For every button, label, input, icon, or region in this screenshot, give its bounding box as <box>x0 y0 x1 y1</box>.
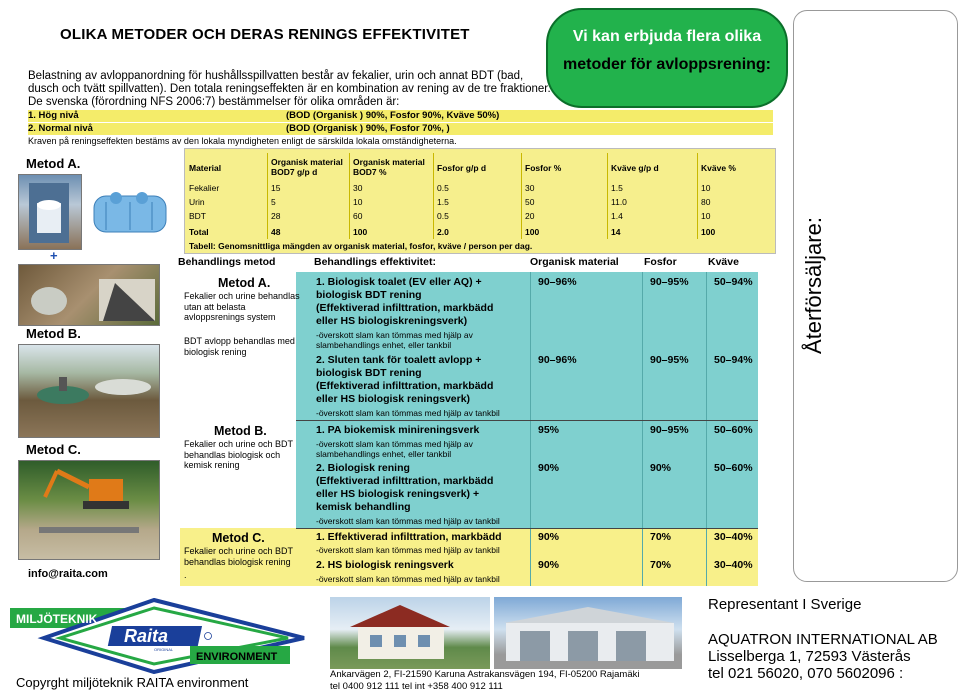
table-caption: Tabell: Genomsnittliga mängden av organisk material, fosfor, kväve / person per dag. <box>189 241 533 251</box>
method-c-dot: . <box>184 570 187 580</box>
offer-line-1: Vi kan erbjuda flera olika <box>572 28 762 45</box>
intro-line: Belastning av avloppanordning för hushållsspillvatten består av fekalier, urin och annat BDT (bad, <box>28 70 524 82</box>
toilet-photo <box>18 174 82 250</box>
table-header: Fosfor % <box>525 163 562 173</box>
table-header: Organisk material BOD7 g/p d <box>271 157 343 177</box>
fosfor-pct: 70% <box>650 559 672 571</box>
table-cell: 100 <box>701 227 716 237</box>
effect-line: kemisk behandling <box>316 501 411 513</box>
logo-top-text: MILJÖTEKNIK <box>16 612 98 626</box>
effect-line: eller HS biologisk reningsverk) <box>316 393 471 405</box>
excavator-graphic <box>19 461 159 559</box>
table-cell: 20 <box>525 211 535 221</box>
per-person-table <box>184 148 776 254</box>
table-cell: 50 <box>525 197 535 207</box>
offer-line-2: metoder för avloppsrening: <box>562 56 772 73</box>
fosfor-pct: 90–95% <box>650 276 689 288</box>
kvave-pct: 30–40% <box>714 531 753 543</box>
fosfor-pct: 90–95% <box>650 424 689 436</box>
effect-note: -överskott slam kan tömmas med hjälp av tankbil <box>316 408 500 418</box>
effect-line: 1. PA biokemisk minireningsverk <box>316 424 480 436</box>
building-photo-rajamaki <box>494 597 682 669</box>
table-cell: 28 <box>271 211 281 221</box>
reseller-panel <box>793 10 958 582</box>
table-cell: 80 <box>701 197 711 207</box>
effect-line: biologisk BDT rening <box>316 289 422 301</box>
organic-pct: 90–96% <box>538 276 577 288</box>
method-a-desc: Fekalier och urine behandlas utan att belasta avloppsrenings system <box>184 291 300 322</box>
building-photo-karuna <box>330 597 490 669</box>
effect-note: slambehandlings enhet, eller tankbil <box>316 340 452 350</box>
table-cell: 5 <box>271 197 276 207</box>
offer-bubble <box>546 8 788 108</box>
method-c-desc: Fekalier och urine och BDT behandlas biologisk rening <box>184 546 293 567</box>
table-cell: 0.5 <box>437 183 449 193</box>
effect-line: 2. HS biologisk reningsverk <box>316 559 454 571</box>
level-name: 1. Hög nivå <box>28 110 79 121</box>
table-cell: 1.4 <box>611 211 623 221</box>
table-cell: BDT <box>189 211 206 221</box>
company-name: AQUATRON INTERNATIONAL AB <box>708 631 938 648</box>
organic-pct: 95% <box>538 424 560 436</box>
col-divider <box>530 272 531 586</box>
table-divider <box>267 153 268 239</box>
table-cell: 1.5 <box>611 183 623 193</box>
infiltration-photo <box>18 264 160 326</box>
table-cell: 10 <box>353 197 363 207</box>
effectivity-header <box>160 252 758 270</box>
method-a-desc-2: BDT avlopp behandlas med biologisk rening <box>184 336 295 357</box>
table-cell: 1.5 <box>437 197 449 207</box>
method-c-title: Metod C. <box>212 531 265 545</box>
kvave-pct: 50–60% <box>714 462 753 474</box>
raita-logo <box>4 598 314 674</box>
effect-line: 1. Effektiverad infilttration, markbädd <box>316 531 502 543</box>
table-cell: 10 <box>701 211 711 221</box>
table-cell: 15 <box>271 183 281 193</box>
table-cell: 100 <box>353 227 368 237</box>
organic-pct: 90% <box>538 462 560 474</box>
photo-label-metod-c: Metod C. <box>26 442 81 457</box>
toilet-photo-graphic <box>19 175 81 249</box>
house-graphic <box>330 597 490 669</box>
company-street: Lisselberga 1, 72593 Västerås <box>708 648 911 665</box>
kvave-pct: 50–60% <box>714 424 753 436</box>
level-value: (BOD (Organisk ) 90%, Fosfor 70%, ) <box>286 123 450 134</box>
table-header: Fosfor g/p d <box>437 163 487 173</box>
company-contact <box>708 631 938 682</box>
level-name: 2. Normal nivå <box>28 123 93 134</box>
copyright: Copyrght miljöteknik RAITA environment <box>16 675 249 690</box>
kvave-pct: 50–94% <box>714 354 753 366</box>
method-b-desc: Fekalier och urine och BDT behandlas biologisk och kemisk rening <box>184 439 293 470</box>
table-header: Kväve % <box>701 163 736 173</box>
col-header: Behandlings metod <box>178 256 276 268</box>
table-cell: 14 <box>611 227 621 237</box>
level-high <box>28 110 773 122</box>
table-cell: 48 <box>271 227 281 237</box>
col-header: Kväve <box>708 256 739 268</box>
effect-note: slambehandlings enhet, eller tankbil <box>316 449 452 459</box>
row-divider <box>296 420 758 421</box>
table-header: Organisk material BOD7 % <box>353 157 425 177</box>
table-divider <box>521 153 522 239</box>
col-header: Fosfor <box>644 256 677 268</box>
kvave-pct: 30–40% <box>714 559 753 571</box>
effect-note: -överskott slam kan tömmas med hjälp av <box>316 439 473 449</box>
requirements-note: Kraven på reningseffekten bestäms av den lokala myndigheten enligt de särskilda lokala omständigheterna. <box>28 136 457 146</box>
col-divider <box>642 272 643 586</box>
table-divider <box>349 153 350 239</box>
organic-pct: 90% <box>538 559 560 571</box>
effect-note: -överskott slam kan tömmas med hjälp av tankbil <box>316 516 500 526</box>
table-divider <box>697 153 698 239</box>
representative-title: Representant I Sverige <box>708 596 862 613</box>
intro-line: dusch och tvätt spillvatten). Den totala reningseffekten är en kombination av rening av de tre fraktioner. <box>28 83 551 95</box>
table-cell: 11.0 <box>611 197 627 207</box>
fosfor-pct: 70% <box>650 531 672 543</box>
hall-graphic <box>494 597 682 669</box>
effect-line: eller HS biologisk reningsverk) + <box>316 488 480 500</box>
effect-line: 2. Sluten tank för toalett avlopp + <box>316 354 482 366</box>
effect-line: biologisk BDT rening <box>316 367 422 379</box>
minireningsverk-photo <box>18 344 160 438</box>
tank-graphic <box>88 180 172 246</box>
phone-line: tel 0400 912 111 tel int +358 400 912 111 <box>330 681 503 692</box>
row-divider <box>296 528 758 529</box>
effect-line: 2. Biologisk rening <box>316 462 410 474</box>
logo-bottom-text: ENVIRONMENT <box>196 651 278 663</box>
level-normal <box>28 123 773 135</box>
excavator-photo <box>18 460 160 560</box>
fosfor-pct: 90% <box>650 462 672 474</box>
poster-title: OLIKA METODER OCH DERAS RENINGS EFFEKTIVITET <box>60 26 470 43</box>
effect-line: (Effektiverad infilttration, markbädd <box>316 380 494 392</box>
table-cell: 0.5 <box>437 211 449 221</box>
effect-note: -överskott slam kan tömmas med hjälp av <box>316 330 473 340</box>
fosfor-pct: 90–95% <box>650 354 689 366</box>
table-cell: Total <box>189 227 209 237</box>
photo-label-metod-a: Metod A. <box>26 156 81 171</box>
tank-photo <box>88 180 172 246</box>
company-phone: tel 021 56020, 070 5602096 : <box>708 665 904 682</box>
address-line: Ankarvägen 2, FI-21590 Karuna Astrakansvägen 194, FI-05200 Rajamäki <box>330 669 640 680</box>
plus-sign: + <box>50 248 58 263</box>
table-cell: 30 <box>353 183 363 193</box>
table-cell: 100 <box>525 227 540 237</box>
intro-line: De svenska (förordning NFS 2006:7) bestämmelser för olika områden är: <box>28 96 400 108</box>
table-cell: 30 <box>525 183 535 193</box>
table-cell: 2.0 <box>437 227 449 237</box>
effect-line: (Effektiverad infilttration, markbädd <box>316 302 494 314</box>
col-header: Organisk material <box>530 256 619 268</box>
minireningsverk-graphic <box>19 345 159 437</box>
address-block <box>330 669 639 693</box>
organic-pct: 90% <box>538 531 560 543</box>
raita-logo-graphic <box>4 598 314 674</box>
logo-original-text: ORIGINAL <box>154 647 174 652</box>
table-divider <box>607 153 608 239</box>
logo-name-text: Raita <box>124 626 169 646</box>
organic-pct: 90–96% <box>538 354 577 366</box>
method-b-title: Metod B. <box>214 424 267 438</box>
col-header: Behandlings effektivitet: <box>314 256 436 268</box>
table-cell: Urin <box>189 197 205 207</box>
effect-line: (Effektiverad infilttration, markbädd <box>316 475 494 487</box>
effect-note: -överskott slam kan tömmas med hjälp av tankbil <box>316 545 500 555</box>
col-divider <box>706 272 707 586</box>
level-value: (BOD (Organisk ) 90%, Fosfor 90%, Kväve 50%) <box>286 110 500 121</box>
table-cell: 60 <box>353 211 363 221</box>
effect-line: 1. Biologisk toalet (EV eller AQ) + <box>316 276 482 288</box>
table-cell: 10 <box>701 183 711 193</box>
method-a-title: Metod A. <box>218 276 271 290</box>
reseller-label: Återförsäljare: <box>801 217 826 354</box>
table-header: Kväve g/p d <box>611 163 659 173</box>
email-link[interactable]: info@raita.com <box>28 568 108 580</box>
table-header: Material <box>189 163 222 173</box>
table-divider <box>433 153 434 239</box>
table-cell: Fekalier <box>189 183 220 193</box>
effect-line: eller HS biologiskreningsverk) <box>316 315 468 327</box>
photo-label-metod-b: Metod B. <box>26 326 81 341</box>
infiltration-graphic <box>19 265 159 325</box>
effect-note: -överskott slam kan tömmas med hjälp av tankbil <box>316 574 500 584</box>
kvave-pct: 50–94% <box>714 276 753 288</box>
